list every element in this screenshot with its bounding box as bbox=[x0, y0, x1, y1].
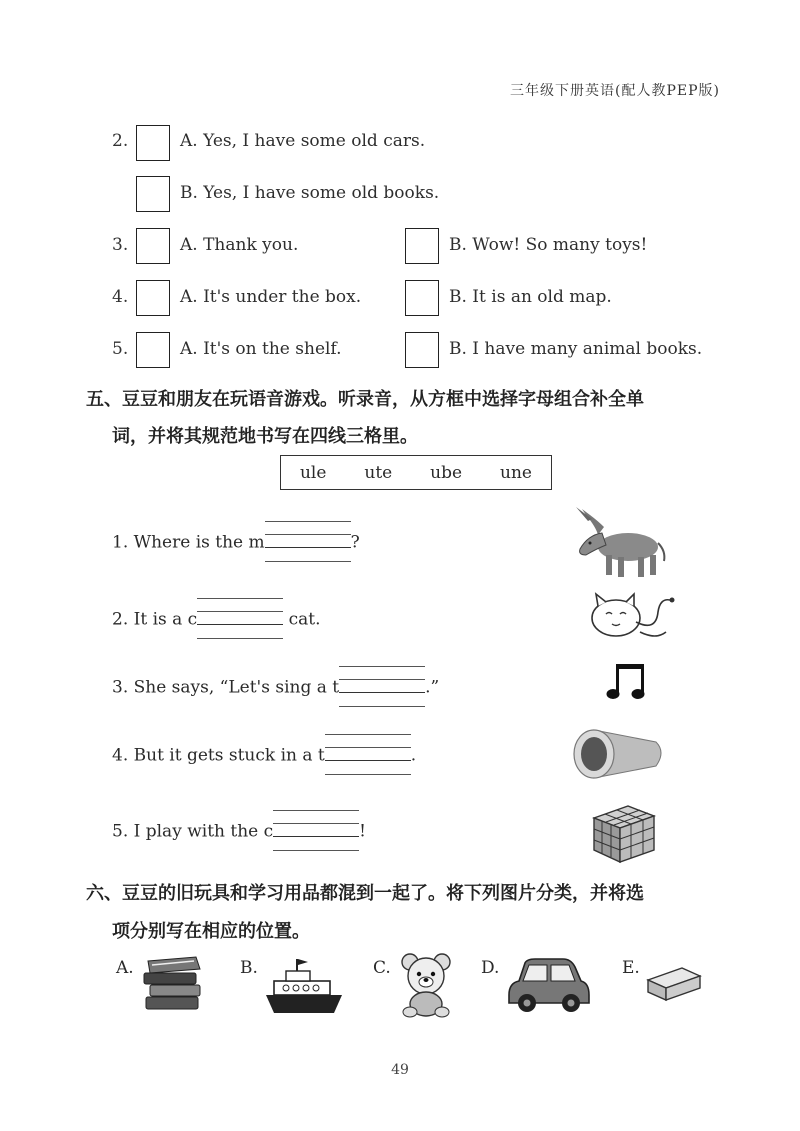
sentence-start: 3. She says, “Let's sing a t bbox=[112, 677, 340, 698]
choice-label: D. bbox=[481, 958, 500, 978]
section-title-continued: 词，并将其规范地书写在四线三格里。 bbox=[112, 426, 418, 447]
option-b: B. Wow! So many toys! bbox=[449, 235, 648, 255]
fill-blank-sentence bbox=[112, 730, 416, 782]
word-option: ule bbox=[299, 462, 327, 483]
choice-label: B. bbox=[240, 958, 258, 978]
option-a: A. Yes, I have some old cars. bbox=[180, 131, 426, 151]
option-a: A. It's under the box. bbox=[180, 287, 362, 307]
sentence-start: 2. It is a c bbox=[112, 609, 198, 630]
page-header: 三年级下册英语(配人教PEP版) bbox=[510, 83, 720, 99]
four-line-grid[interactable] bbox=[339, 662, 425, 714]
option-b: B. I have many animal books. bbox=[449, 339, 703, 359]
four-line-grid[interactable] bbox=[273, 806, 359, 858]
eraser-icon bbox=[644, 962, 704, 1004]
fill-blank-sentence bbox=[112, 594, 321, 646]
answer-box[interactable] bbox=[136, 176, 170, 212]
item-number: 5. bbox=[112, 339, 129, 359]
sentence-start: 4. But it gets stuck in a t bbox=[112, 745, 325, 766]
word-option: ute bbox=[364, 462, 393, 483]
books-icon bbox=[140, 955, 206, 1015]
item-number: 2. bbox=[112, 131, 129, 151]
item-number: 4. bbox=[112, 287, 129, 307]
section-title: 六、豆豆的旧玩具和学习用品都混到一起了。将下列图片分类，并将选 bbox=[86, 883, 644, 904]
fill-blank-sentence bbox=[112, 806, 366, 858]
option-b: B. It is an old map. bbox=[449, 287, 612, 307]
option-b: B. Yes, I have some old books. bbox=[180, 183, 440, 203]
sentence-start: 5. I play with the c bbox=[112, 821, 274, 842]
answer-box[interactable] bbox=[136, 332, 170, 368]
four-line-grid[interactable] bbox=[197, 594, 283, 646]
teddy-bear-icon bbox=[398, 952, 454, 1018]
word-option: une bbox=[500, 462, 532, 483]
option-a: A. It's on the shelf. bbox=[180, 339, 342, 359]
sentence-end: ? bbox=[350, 532, 360, 553]
tube-icon bbox=[570, 722, 668, 784]
sentence-end: ! bbox=[359, 821, 366, 842]
choice-label: C. bbox=[373, 958, 391, 978]
four-line-grid[interactable] bbox=[325, 730, 411, 782]
cat-icon bbox=[586, 592, 678, 644]
choice-label: E. bbox=[622, 958, 640, 978]
section-title-continued: 项分别写在相应的位置。 bbox=[112, 921, 310, 942]
fill-blank-sentence bbox=[112, 662, 439, 714]
answer-box[interactable] bbox=[405, 332, 439, 368]
sentence-start: 1. Where is the m bbox=[112, 532, 265, 553]
answer-box[interactable] bbox=[405, 228, 439, 264]
section-title: 五、豆豆和朋友在玩语音游戏。听录音，从方框中选择字母组合补全单 bbox=[86, 389, 644, 410]
answer-box[interactable] bbox=[405, 280, 439, 316]
answer-box[interactable] bbox=[136, 280, 170, 316]
music-note-icon bbox=[606, 658, 650, 702]
choice-label: A. bbox=[116, 958, 134, 978]
donkey-icon bbox=[568, 505, 668, 580]
sentence-end: .” bbox=[425, 677, 440, 698]
cube-icon bbox=[588, 798, 660, 866]
word-option: ube bbox=[430, 462, 463, 483]
item-number: 3. bbox=[112, 235, 129, 255]
option-a: A. Thank you. bbox=[180, 235, 299, 255]
word-options-box bbox=[280, 455, 552, 490]
page-number: 49 bbox=[391, 1062, 409, 1078]
answer-box[interactable] bbox=[136, 228, 170, 264]
fill-blank-sentence bbox=[112, 517, 360, 569]
sentence-end: cat. bbox=[283, 609, 321, 630]
four-line-grid[interactable] bbox=[265, 517, 351, 569]
answer-box[interactable] bbox=[136, 125, 170, 161]
ship-icon bbox=[264, 955, 344, 1017]
sentence-end: . bbox=[410, 745, 417, 766]
car-icon bbox=[505, 955, 591, 1015]
